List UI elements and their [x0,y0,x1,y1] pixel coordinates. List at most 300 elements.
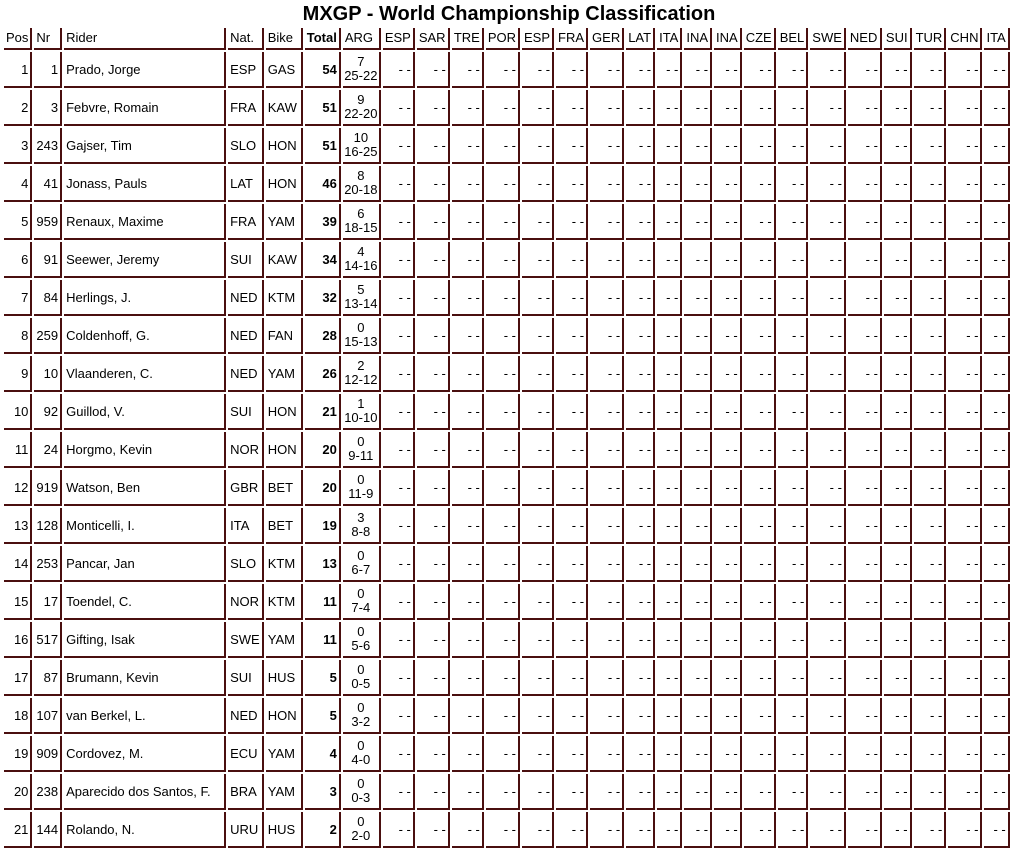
column-header-esp-7: ESP [383,28,415,50]
empty-result-cell: - - [590,52,624,88]
empty-result-cell: - - [556,584,588,620]
bike-cell: HUS [266,812,303,848]
column-header-ina-16: INA [684,28,712,50]
empty-result-cell: - - [948,166,982,202]
empty-result-cell: - - [714,470,742,506]
nationality-cell: SWE [228,622,264,658]
empty-result-cell: - - [657,432,682,468]
empty-result-cell: - - [914,204,947,240]
table-row [4,128,1010,164]
empty-result-cell: - - [810,356,846,392]
empty-result-cell: - - [684,470,712,506]
arg-race-results: 11-9 [348,486,374,501]
arg-result-cell [343,812,381,848]
empty-result-cell: - - [984,432,1009,468]
empty-result-cell: - - [556,204,588,240]
empty-result-cell: - - [684,812,712,848]
arg-result-cell [343,660,381,696]
nationality-cell: NED [228,318,264,354]
empty-result-cell: - - [848,128,882,164]
empty-result-cell: - - [590,356,624,392]
empty-result-cell: - - [810,584,846,620]
empty-result-cell: - - [486,508,520,544]
empty-result-cell: - - [383,128,415,164]
position-cell: 4 [4,166,32,202]
empty-result-cell: - - [486,774,520,810]
empty-result-cell: - - [452,394,484,430]
empty-result-cell: - - [984,204,1009,240]
empty-result-cell: - - [486,736,520,772]
column-header-tur-23: TUR [914,28,947,50]
empty-result-cell: - - [626,812,655,848]
empty-result-cell: - - [778,356,809,392]
empty-result-cell: - - [383,90,415,126]
number-cell: 24 [34,432,62,468]
arg-result-cell [343,280,381,316]
empty-result-cell: - - [383,698,415,734]
empty-result-cell: - - [684,356,712,392]
total-points-cell: 54 [305,52,341,88]
empty-result-cell: - - [452,546,484,582]
empty-result-cell: - - [626,318,655,354]
empty-result-cell: - - [848,356,882,392]
empty-result-cell: - - [778,584,809,620]
arg-points: 1 [357,396,365,411]
position-cell: 13 [4,508,32,544]
empty-result-cell: - - [914,622,947,658]
position-cell: 17 [4,660,32,696]
table-row [4,394,1010,430]
bike-cell: KTM [266,280,303,316]
empty-result-cell: - - [948,356,982,392]
position-cell: 9 [4,356,32,392]
empty-result-cell: - - [914,356,947,392]
empty-result-cell: - - [590,470,624,506]
arg-result-cell [343,242,381,278]
empty-result-cell: - - [556,432,588,468]
empty-result-cell: - - [714,812,742,848]
empty-result-cell: - - [744,52,776,88]
empty-result-cell: - - [452,622,484,658]
empty-result-cell: - - [626,508,655,544]
empty-result-cell: - - [914,698,947,734]
empty-result-cell: - - [417,774,450,810]
empty-result-cell: - - [684,660,712,696]
empty-result-cell: - - [884,546,912,582]
arg-result-cell [343,736,381,772]
empty-result-cell: - - [948,698,982,734]
rider-name-cell: Coldenhoff, G. [64,318,226,354]
empty-result-cell: - - [486,660,520,696]
empty-result-cell: - - [556,774,588,810]
empty-result-cell: - - [984,584,1009,620]
empty-result-cell: - - [657,546,682,582]
empty-result-cell: - - [810,242,846,278]
empty-result-cell: - - [452,52,484,88]
empty-result-cell: - - [590,432,624,468]
nationality-cell: SUI [228,242,264,278]
table-row [4,356,1010,392]
total-points-cell: 11 [305,584,341,620]
empty-result-cell: - - [556,128,588,164]
empty-result-cell: - - [714,660,742,696]
empty-result-cell: - - [657,774,682,810]
empty-result-cell: - - [522,394,554,430]
empty-result-cell: - - [810,432,846,468]
empty-result-cell: - - [556,546,588,582]
empty-result-cell: - - [848,660,882,696]
arg-race-results: 16-25 [344,144,378,159]
empty-result-cell: - - [417,546,450,582]
table-row [4,470,1010,506]
arg-result-cell [343,318,381,354]
empty-result-cell: - - [884,698,912,734]
arg-points: 10 [353,130,369,145]
empty-result-cell: - - [848,52,882,88]
empty-result-cell: - - [590,128,624,164]
empty-result-cell: - - [417,318,450,354]
empty-result-cell: - - [948,242,982,278]
empty-result-cell: - - [684,128,712,164]
empty-result-cell: - - [522,166,554,202]
empty-result-cell: - - [744,736,776,772]
empty-result-cell: - - [657,584,682,620]
empty-result-cell: - - [884,432,912,468]
empty-result-cell: - - [590,242,624,278]
empty-result-cell: - - [684,394,712,430]
arg-race-results: 5-6 [351,638,371,653]
total-points-cell: 20 [305,432,341,468]
empty-result-cell: - - [810,622,846,658]
empty-result-cell: - - [714,204,742,240]
arg-points: 0 [357,662,365,677]
arg-race-results: 14-16 [344,258,378,273]
empty-result-cell: - - [914,280,947,316]
empty-result-cell: - - [626,166,655,202]
table-row [4,280,1010,316]
total-points-cell: 5 [305,660,341,696]
column-header-ina-17: INA [714,28,742,50]
empty-result-cell: - - [417,242,450,278]
column-header-arg: ARG [343,28,381,50]
empty-result-cell: - - [522,52,554,88]
empty-result-cell: - - [417,584,450,620]
bike-cell: BET [266,470,303,506]
empty-result-cell: - - [884,736,912,772]
empty-result-cell: - - [744,432,776,468]
empty-result-cell: - - [522,774,554,810]
empty-result-cell: - - [590,318,624,354]
arg-result-cell [343,128,381,164]
empty-result-cell: - - [590,774,624,810]
empty-result-cell: - - [984,508,1009,544]
nationality-cell: SUI [228,394,264,430]
column-header-swe-20: SWE [810,28,846,50]
empty-result-cell: - - [657,128,682,164]
empty-result-cell: - - [914,812,947,848]
arg-points: 0 [357,472,365,487]
empty-result-cell: - - [556,166,588,202]
empty-result-cell: - - [684,52,712,88]
number-cell: 91 [34,242,62,278]
bike-cell: KAW [266,242,303,278]
position-cell: 1 [4,52,32,88]
empty-result-cell: - - [556,280,588,316]
arg-race-results: 10-10 [344,410,378,425]
empty-result-cell: - - [626,584,655,620]
empty-result-cell: - - [590,736,624,772]
empty-result-cell: - - [522,698,554,734]
empty-result-cell: - - [556,356,588,392]
empty-result-cell: - - [914,774,947,810]
nationality-cell: SLO [228,546,264,582]
table-row [4,660,1010,696]
total-points-cell: 21 [305,394,341,430]
empty-result-cell: - - [486,470,520,506]
number-cell: 128 [34,508,62,544]
empty-result-cell: - - [486,432,520,468]
empty-result-cell: - - [417,166,450,202]
empty-result-cell: - - [452,470,484,506]
empty-result-cell: - - [884,394,912,430]
empty-result-cell: - - [914,318,947,354]
empty-result-cell: - - [810,546,846,582]
empty-result-cell: - - [714,546,742,582]
empty-result-cell: - - [714,736,742,772]
empty-result-cell: - - [744,242,776,278]
table-row [4,242,1010,278]
empty-result-cell: - - [778,432,809,468]
empty-result-cell: - - [810,204,846,240]
bike-cell: BET [266,508,303,544]
empty-result-cell: - - [684,242,712,278]
table-row [4,166,1010,202]
empty-result-cell: - - [383,774,415,810]
position-cell: 18 [4,698,32,734]
arg-result-cell [343,356,381,392]
column-header-nat: Nat. [228,28,264,50]
empty-result-cell: - - [984,166,1009,202]
total-points-cell: 39 [305,204,341,240]
nationality-cell: ESP [228,52,264,88]
empty-result-cell: - - [417,280,450,316]
empty-result-cell: - - [810,394,846,430]
nationality-cell: URU [228,812,264,848]
empty-result-cell: - - [714,90,742,126]
table-row [4,90,1010,126]
empty-result-cell: - - [417,90,450,126]
number-cell: 959 [34,204,62,240]
rider-name-cell: Horgmo, Kevin [64,432,226,468]
empty-result-cell: - - [626,242,655,278]
empty-result-cell: - - [657,470,682,506]
nationality-cell: NED [228,698,264,734]
column-header-bike: Bike [266,28,303,50]
empty-result-cell: - - [657,242,682,278]
empty-result-cell: - - [626,736,655,772]
empty-result-cell: - - [948,432,982,468]
nationality-cell: GBR [228,470,264,506]
empty-result-cell: - - [657,52,682,88]
empty-result-cell: - - [522,128,554,164]
empty-result-cell: - - [522,584,554,620]
empty-result-cell: - - [778,90,809,126]
arg-race-results: 15-13 [344,334,378,349]
arg-points: 0 [357,586,365,601]
empty-result-cell: - - [590,812,624,848]
empty-result-cell: - - [590,622,624,658]
empty-result-cell: - - [914,736,947,772]
empty-result-cell: - - [556,508,588,544]
empty-result-cell: - - [848,318,882,354]
empty-result-cell: - - [590,166,624,202]
nationality-cell: ITA [228,508,264,544]
empty-result-cell: - - [684,432,712,468]
nationality-cell: SUI [228,660,264,696]
bike-cell: FAN [266,318,303,354]
empty-result-cell: - - [626,394,655,430]
empty-result-cell: - - [884,280,912,316]
empty-result-cell: - - [626,128,655,164]
nationality-cell: BRA [228,774,264,810]
empty-result-cell: - - [684,698,712,734]
nationality-cell: NED [228,280,264,316]
empty-result-cell: - - [452,128,484,164]
empty-result-cell: - - [383,584,415,620]
rider-name-cell: Brumann, Kevin [64,660,226,696]
empty-result-cell: - - [744,622,776,658]
empty-result-cell: - - [984,242,1009,278]
empty-result-cell: - - [486,90,520,126]
empty-result-cell: - - [948,318,982,354]
empty-result-cell: - - [383,546,415,582]
empty-result-cell: - - [556,242,588,278]
nationality-cell: ECU [228,736,264,772]
empty-result-cell: - - [383,166,415,202]
column-header-esp-11: ESP [522,28,554,50]
empty-result-cell: - - [452,432,484,468]
empty-result-cell: - - [383,660,415,696]
bike-cell: YAM [266,356,303,392]
empty-result-cell: - - [778,394,809,430]
column-header-fra-12: FRA [556,28,588,50]
empty-result-cell: - - [452,774,484,810]
empty-result-cell: - - [657,660,682,696]
empty-result-cell: - - [714,774,742,810]
table-row [4,546,1010,582]
empty-result-cell: - - [556,660,588,696]
empty-result-cell: - - [714,508,742,544]
column-header-lat-14: LAT [626,28,655,50]
empty-result-cell: - - [948,736,982,772]
empty-result-cell: - - [714,622,742,658]
arg-points: 7 [357,54,365,69]
empty-result-cell: - - [522,508,554,544]
arg-race-results: 13-14 [344,296,378,311]
empty-result-cell: - - [744,698,776,734]
empty-result-cell: - - [417,356,450,392]
empty-result-cell: - - [778,546,809,582]
column-header-por-10: POR [486,28,520,50]
position-cell: 5 [4,204,32,240]
empty-result-cell: - - [452,318,484,354]
empty-result-cell: - - [914,546,947,582]
empty-result-cell: - - [984,470,1009,506]
empty-result-cell: - - [714,356,742,392]
empty-result-cell: - - [778,52,809,88]
empty-result-cell: - - [522,546,554,582]
rider-name-cell: Watson, Ben [64,470,226,506]
empty-result-cell: - - [984,52,1009,88]
table-row [4,204,1010,240]
empty-result-cell: - - [417,660,450,696]
column-header-tre-9: TRE [452,28,484,50]
empty-result-cell: - - [556,812,588,848]
arg-race-results: 4-0 [351,752,371,767]
table-row [4,698,1010,734]
empty-result-cell: - - [744,470,776,506]
empty-result-cell: - - [778,318,809,354]
table-body [4,52,1010,848]
empty-result-cell: - - [778,508,809,544]
table-row [4,432,1010,468]
empty-result-cell: - - [884,356,912,392]
empty-result-cell: - - [848,204,882,240]
empty-result-cell: - - [657,698,682,734]
bike-cell: KTM [266,584,303,620]
empty-result-cell: - - [848,774,882,810]
arg-points: 0 [357,624,365,639]
number-cell: 517 [34,622,62,658]
rider-name-cell: Gifting, Isak [64,622,226,658]
empty-result-cell: - - [417,204,450,240]
empty-result-cell: - - [452,204,484,240]
empty-result-cell: - - [948,812,982,848]
column-header-nr: Nr [34,28,62,50]
number-cell: 1 [34,52,62,88]
empty-result-cell: - - [626,90,655,126]
empty-result-cell: - - [744,318,776,354]
empty-result-cell: - - [556,394,588,430]
empty-result-cell: - - [657,90,682,126]
empty-result-cell: - - [486,128,520,164]
empty-result-cell: - - [810,660,846,696]
empty-result-cell: - - [778,470,809,506]
arg-race-results: 3-2 [351,714,371,729]
empty-result-cell: - - [383,242,415,278]
arg-race-results: 20-18 [344,182,378,197]
arg-points: 0 [357,700,365,715]
empty-result-cell: - - [417,394,450,430]
empty-result-cell: - - [657,622,682,658]
rider-name-cell: Jonass, Pauls [64,166,226,202]
position-cell: 10 [4,394,32,430]
rider-name-cell: Rolando, N. [64,812,226,848]
empty-result-cell: - - [486,204,520,240]
empty-result-cell: - - [486,394,520,430]
empty-result-cell: - - [626,52,655,88]
empty-result-cell: - - [914,128,947,164]
bike-cell: HON [266,698,303,734]
empty-result-cell: - - [417,812,450,848]
empty-result-cell: - - [626,660,655,696]
empty-result-cell: - - [810,470,846,506]
table-row [4,622,1010,658]
empty-result-cell: - - [714,432,742,468]
total-points-cell: 5 [305,698,341,734]
arg-result-cell [343,774,381,810]
arg-points: 5 [357,282,365,297]
